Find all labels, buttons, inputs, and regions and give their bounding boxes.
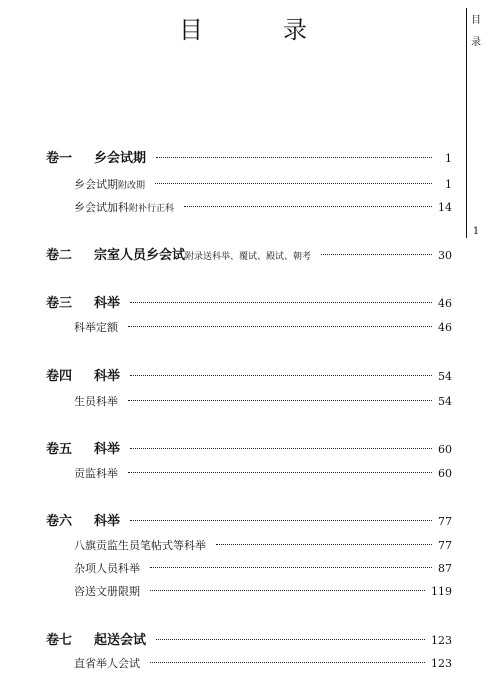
entry-title: 咨送文册限期 (74, 585, 140, 598)
entry-page: 1 (445, 178, 452, 191)
dot-leader (321, 254, 432, 255)
entry-title: 乡会试期 (74, 178, 118, 191)
entry-page: 54 (438, 370, 452, 383)
toc-entry-volume[interactable] (46, 632, 452, 650)
page-title: 目 录 (179, 16, 335, 44)
entry-note: 附录送科举、覆试、殿试、朝考 (185, 252, 312, 262)
entry-title: 乡会试期 (94, 151, 147, 166)
entry-page: 30 (438, 249, 452, 262)
entry-page: 123 (431, 634, 452, 647)
dot-leader (216, 544, 432, 545)
entry-page: 123 (431, 657, 452, 670)
entry-page: 46 (438, 321, 452, 334)
entry-title: 生员科举 (74, 395, 118, 408)
toc-entry-section[interactable] (46, 199, 452, 217)
dot-leader (128, 326, 432, 327)
toc-entry-section[interactable] (46, 583, 452, 601)
running-header-char: 目 (471, 15, 481, 26)
dot-leader (128, 400, 432, 401)
toc-entry-section[interactable] (46, 176, 452, 194)
dot-leader (156, 157, 432, 158)
entry-title: 杂项人员科举 (74, 562, 140, 575)
entry-page: 77 (438, 539, 452, 552)
toc-entry-section[interactable] (46, 465, 452, 483)
entry-page: 14 (438, 201, 452, 214)
dot-leader (130, 375, 432, 376)
dot-leader (130, 302, 432, 303)
entry-page: 60 (438, 443, 452, 456)
volume-number: 卷二 (46, 248, 73, 263)
entry-page: 1 (445, 152, 452, 165)
entry-page: 119 (431, 585, 452, 598)
entry-title: 八旗贡监生员笔帖式等科举 (74, 539, 206, 552)
toc-entry-section[interactable] (46, 655, 452, 673)
dot-leader (150, 567, 432, 568)
entry-title: 科举 (94, 369, 121, 384)
entry-note: 附改期 (118, 181, 146, 191)
toc-entry-volume[interactable] (46, 368, 452, 386)
running-header (468, 10, 484, 54)
entry-title: 贡监科举 (74, 467, 118, 480)
entry-note: 附补行正科 (129, 204, 175, 214)
volume-number: 卷四 (46, 369, 73, 384)
entry-title: 科举 (94, 296, 121, 311)
volume-number: 卷一 (46, 151, 73, 166)
dot-leader (130, 520, 432, 521)
toc-entry-section[interactable] (46, 537, 452, 555)
dot-leader (150, 590, 425, 591)
dot-leader (184, 206, 432, 207)
entry-page: 77 (438, 515, 452, 528)
entry-title: 宗室人员乡会试 (94, 248, 186, 263)
margin-rule (466, 8, 467, 238)
entry-title: 科举 (94, 442, 121, 457)
toc-entry-volume[interactable] (46, 513, 452, 531)
toc-entry-volume[interactable] (46, 247, 452, 265)
dot-leader (155, 183, 432, 184)
toc-entry-section[interactable] (46, 319, 452, 337)
dot-leader (156, 639, 425, 640)
toc-entry-volume[interactable] (46, 295, 452, 313)
entry-page: 54 (438, 395, 452, 408)
dot-leader (150, 662, 425, 663)
dot-leader (128, 472, 432, 473)
toc-entry-section[interactable] (46, 560, 452, 578)
volume-number: 卷三 (46, 296, 73, 311)
toc-entry-volume[interactable] (46, 441, 452, 459)
entry-title: 直省举人会试 (74, 657, 140, 670)
entry-page: 60 (438, 467, 452, 480)
entry-page: 46 (438, 297, 452, 310)
entry-title: 乡会试加科 (74, 201, 129, 214)
entry-page: 87 (438, 562, 452, 575)
volume-number: 卷七 (46, 633, 73, 648)
toc-entry-section[interactable] (46, 393, 452, 411)
entry-title: 科举定额 (74, 321, 118, 334)
volume-number: 卷五 (46, 442, 73, 457)
entry-title: 起送会试 (94, 633, 147, 648)
page-number: 1 (472, 226, 480, 237)
volume-number: 卷六 (46, 514, 73, 529)
toc-entry-volume[interactable] (46, 150, 452, 168)
running-header-char: 录 (471, 37, 481, 48)
dot-leader (130, 448, 432, 449)
entry-title: 科举 (94, 514, 121, 529)
